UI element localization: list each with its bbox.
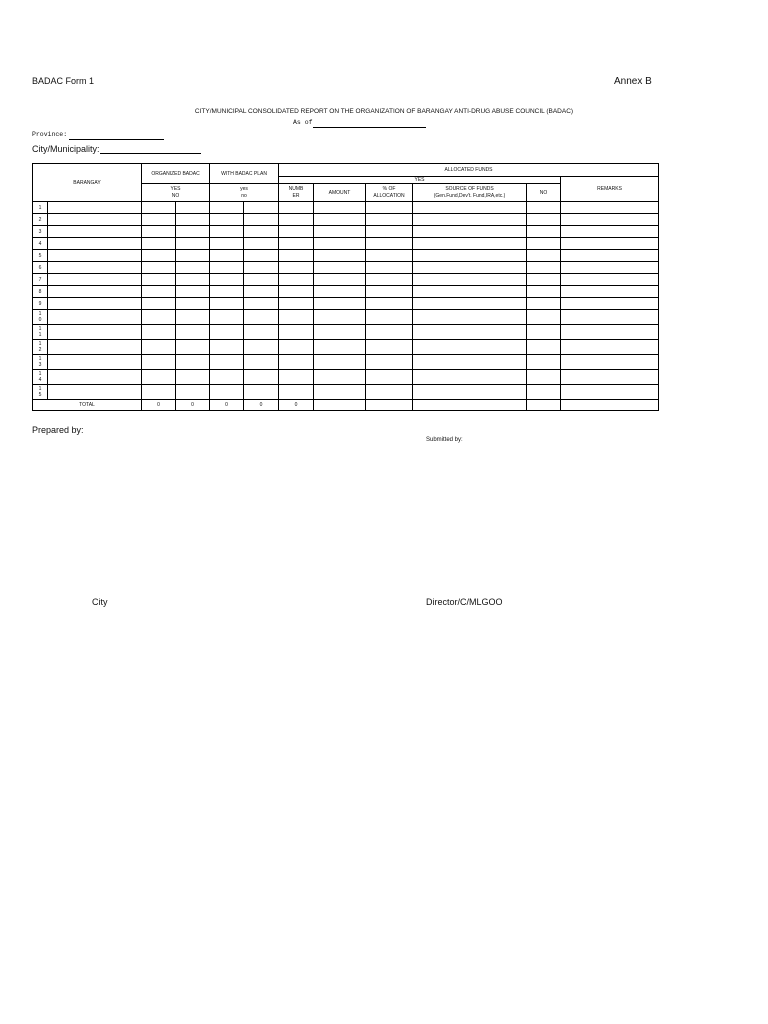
organized-no: NO	[171, 192, 180, 199]
source-cell[interactable]	[413, 250, 527, 262]
amount-cell[interactable]	[314, 214, 366, 226]
row-number: 1 4	[33, 370, 48, 385]
amount-cell[interactable]	[314, 355, 366, 370]
row-number: 1 3	[33, 355, 48, 370]
prepared-by-label: Prepared by:	[32, 425, 84, 435]
number-cell[interactable]	[279, 370, 314, 385]
badac-plan-header: WITH BADAC PLAN	[210, 164, 279, 184]
no-funds-cell[interactable]	[527, 202, 561, 214]
plan-yes-cell[interactable]	[210, 226, 244, 238]
organized-yes-cell[interactable]	[142, 226, 176, 238]
remarks-cell[interactable]	[561, 238, 659, 250]
percent-cell[interactable]	[366, 355, 413, 370]
plan-no-cell[interactable]	[244, 226, 279, 238]
barangay-name-cell[interactable]	[48, 325, 142, 340]
barangay-name-cell[interactable]	[48, 286, 142, 298]
total-organized-no: 0	[176, 400, 210, 411]
organized-badac-header: ORGANIZED BADAC	[142, 164, 210, 184]
city-label: City/Municipality:	[32, 144, 100, 154]
percent-cell[interactable]	[366, 385, 413, 400]
remarks-cell[interactable]	[561, 286, 659, 298]
amount-cell[interactable]	[314, 274, 366, 286]
row-number: 1 2	[33, 340, 48, 355]
signatory-city: City	[92, 597, 108, 607]
number-cell[interactable]	[279, 286, 314, 298]
source-cell[interactable]	[413, 286, 527, 298]
organized-yes-cell[interactable]	[142, 202, 176, 214]
organized-yes-no-header	[142, 184, 210, 202]
number-header-line1: NUMB	[288, 185, 304, 192]
badac-report-table	[32, 163, 659, 411]
organized-no-cell[interactable]	[176, 298, 210, 310]
number-header	[279, 184, 314, 202]
total-number: 0	[279, 400, 314, 411]
total-plan-yes: 0	[210, 400, 244, 411]
organized-yes-cell[interactable]	[142, 310, 176, 325]
source-cell[interactable]	[413, 214, 527, 226]
number-cell[interactable]	[279, 226, 314, 238]
total-remarks	[561, 400, 659, 411]
barangay-name-cell[interactable]	[48, 250, 142, 262]
table-row	[33, 370, 659, 385]
remarks-cell[interactable]	[561, 298, 659, 310]
source-cell[interactable]	[413, 274, 527, 286]
source-cell[interactable]	[413, 226, 527, 238]
amount-cell[interactable]	[314, 310, 366, 325]
signatory-director: Director/C/MLGOO	[426, 597, 503, 607]
remarks-cell[interactable]	[561, 310, 659, 325]
no-funds-cell[interactable]	[527, 238, 561, 250]
plan-no: no	[241, 192, 247, 199]
plan-no-cell[interactable]	[244, 310, 279, 325]
plan-yes-cell[interactable]	[210, 202, 244, 214]
plan-yes: yes	[240, 185, 248, 192]
no-funds-cell[interactable]	[527, 274, 561, 286]
source-of-funds-header	[413, 184, 527, 202]
remarks-cell[interactable]	[561, 250, 659, 262]
barangay-name-cell[interactable]	[48, 238, 142, 250]
plan-no-cell[interactable]	[244, 355, 279, 370]
organized-yes-cell[interactable]	[142, 214, 176, 226]
amount-cell[interactable]	[314, 340, 366, 355]
percent-cell[interactable]	[366, 370, 413, 385]
remarks-cell[interactable]	[561, 262, 659, 274]
source-cell[interactable]	[413, 385, 527, 400]
plan-no-cell[interactable]	[244, 238, 279, 250]
no-funds-cell[interactable]	[527, 310, 561, 325]
table-row	[33, 385, 659, 400]
form-label: BADAC Form 1	[32, 76, 95, 86]
table-row	[33, 214, 659, 226]
no-funds-cell[interactable]	[527, 286, 561, 298]
organized-yes-cell[interactable]	[142, 286, 176, 298]
amount-cell[interactable]	[314, 385, 366, 400]
amount-cell[interactable]	[314, 250, 366, 262]
percent-header-line2: ALLOCATION	[373, 192, 405, 199]
row-number: 1 0	[33, 310, 48, 325]
plan-yes-cell[interactable]	[210, 355, 244, 370]
percent-cell[interactable]	[366, 274, 413, 286]
table-row	[33, 238, 659, 250]
organized-yes-cell[interactable]	[142, 298, 176, 310]
organized-yes-cell[interactable]	[142, 250, 176, 262]
plan-yes-cell[interactable]	[210, 370, 244, 385]
row-number: 2	[33, 214, 48, 226]
city-field[interactable]	[100, 153, 201, 154]
row-number: 9	[33, 298, 48, 310]
submitted-by-label: Submitted by:	[426, 437, 463, 443]
amount-cell[interactable]	[314, 325, 366, 340]
row-number: 7	[33, 274, 48, 286]
amount-cell[interactable]	[314, 226, 366, 238]
plan-no-cell[interactable]	[244, 298, 279, 310]
annex-label: Annex B	[614, 76, 652, 87]
total-no	[527, 400, 561, 411]
percent-cell[interactable]	[366, 298, 413, 310]
row-number: 1 5	[33, 385, 48, 400]
organized-yes-cell[interactable]	[142, 340, 176, 355]
number-cell[interactable]	[279, 238, 314, 250]
barangay-header: BARANGAY	[33, 164, 142, 202]
allocated-yes-header: YES	[279, 177, 561, 184]
percent-cell[interactable]	[366, 214, 413, 226]
plan-yes-cell[interactable]	[210, 325, 244, 340]
report-title: CITY/MUNICIPAL CONSOLIDATED REPORT ON THE ORGANIZATION OF BARANGAY ANTI-DRUG ABUSE COUNCIL (BADAC)	[194, 108, 574, 115]
table-row	[33, 286, 659, 298]
no-funds-cell[interactable]	[527, 262, 561, 274]
barangay-name-cell[interactable]	[48, 226, 142, 238]
plan-no-cell[interactable]	[244, 286, 279, 298]
plan-no-cell[interactable]	[244, 214, 279, 226]
remarks-cell[interactable]	[561, 274, 659, 286]
row-number: 5	[33, 250, 48, 262]
barangay-name-cell[interactable]	[48, 310, 142, 325]
row-number: 1	[33, 202, 48, 214]
organized-yes-cell[interactable]	[142, 274, 176, 286]
remarks-cell[interactable]	[561, 325, 659, 340]
number-cell[interactable]	[279, 310, 314, 325]
total-amount	[314, 400, 366, 411]
source-cell[interactable]	[413, 298, 527, 310]
organized-no-cell[interactable]	[176, 370, 210, 385]
plan-yes-cell[interactable]	[210, 298, 244, 310]
amount-cell[interactable]	[314, 286, 366, 298]
plan-yes-cell[interactable]	[210, 238, 244, 250]
plan-no-cell[interactable]	[244, 370, 279, 385]
number-cell[interactable]	[279, 214, 314, 226]
no-funds-header: NO	[527, 184, 561, 202]
no-funds-cell[interactable]	[527, 385, 561, 400]
barangay-name-cell[interactable]	[48, 340, 142, 355]
barangay-name-cell[interactable]	[48, 298, 142, 310]
plan-no-cell[interactable]	[244, 274, 279, 286]
province-label: Province:	[32, 131, 68, 138]
plan-yes-cell[interactable]	[210, 274, 244, 286]
as-of-label: As of	[293, 119, 313, 126]
plan-yes-cell[interactable]	[210, 286, 244, 298]
table-row	[33, 310, 659, 325]
plan-yes-cell[interactable]	[210, 214, 244, 226]
organized-no-cell[interactable]	[176, 325, 210, 340]
organized-no-cell[interactable]	[176, 310, 210, 325]
amount-cell[interactable]	[314, 370, 366, 385]
total-label: TOTAL	[33, 400, 142, 411]
percent-cell[interactable]	[366, 238, 413, 250]
percent-cell[interactable]	[366, 202, 413, 214]
organized-no-cell[interactable]	[176, 250, 210, 262]
remarks-cell[interactable]	[561, 226, 659, 238]
source-cell[interactable]	[413, 310, 527, 325]
remarks-header: REMARKS	[561, 177, 659, 202]
plan-yes-cell[interactable]	[210, 262, 244, 274]
plan-yes-cell[interactable]	[210, 310, 244, 325]
source-cell[interactable]	[413, 355, 527, 370]
row-number: 3	[33, 226, 48, 238]
number-cell[interactable]	[279, 385, 314, 400]
no-funds-cell[interactable]	[527, 226, 561, 238]
barangay-name-cell[interactable]	[48, 214, 142, 226]
organized-yes-cell[interactable]	[142, 238, 176, 250]
no-funds-cell[interactable]	[527, 250, 561, 262]
organized-no-cell[interactable]	[176, 238, 210, 250]
organized-no-cell[interactable]	[176, 355, 210, 370]
organized-no-cell[interactable]	[176, 226, 210, 238]
table-row	[33, 250, 659, 262]
plan-no-cell[interactable]	[244, 202, 279, 214]
row-number: 1 1	[33, 325, 48, 340]
number-header-line2: ER	[292, 192, 300, 199]
organized-no-cell[interactable]	[176, 202, 210, 214]
number-cell[interactable]	[279, 298, 314, 310]
organized-no-cell[interactable]	[176, 385, 210, 400]
total-plan-no: 0	[244, 400, 279, 411]
source-cell[interactable]	[413, 238, 527, 250]
barangay-name-cell[interactable]	[48, 202, 142, 214]
plan-no-cell[interactable]	[244, 385, 279, 400]
plan-yes-cell[interactable]	[210, 385, 244, 400]
plan-no-cell[interactable]	[244, 262, 279, 274]
no-funds-cell[interactable]	[527, 340, 561, 355]
amount-cell[interactable]	[314, 298, 366, 310]
no-funds-cell[interactable]	[527, 355, 561, 370]
barangay-name-cell[interactable]	[48, 262, 142, 274]
organized-yes-cell[interactable]	[142, 370, 176, 385]
organized-yes: YES	[170, 185, 181, 192]
organized-no-cell[interactable]	[176, 340, 210, 355]
organized-no-cell[interactable]	[176, 286, 210, 298]
plan-no-cell[interactable]	[244, 250, 279, 262]
source-cell[interactable]	[413, 340, 527, 355]
no-funds-cell[interactable]	[527, 325, 561, 340]
percent-cell[interactable]	[366, 310, 413, 325]
no-funds-cell[interactable]	[527, 298, 561, 310]
amount-cell[interactable]	[314, 202, 366, 214]
row-number: 6	[33, 262, 48, 274]
plan-no-cell[interactable]	[244, 325, 279, 340]
total-organized-yes: 0	[142, 400, 176, 411]
table-row	[33, 298, 659, 310]
organized-no-cell[interactable]	[176, 262, 210, 274]
source-header-line1: SOURCE OF FUNDS	[445, 185, 494, 192]
row-number: 8	[33, 286, 48, 298]
province-field[interactable]	[69, 139, 164, 140]
number-cell[interactable]	[279, 202, 314, 214]
remarks-cell[interactable]	[561, 370, 659, 385]
remarks-cell[interactable]	[561, 214, 659, 226]
organized-yes-cell[interactable]	[142, 385, 176, 400]
table-row	[33, 202, 659, 214]
remarks-cell[interactable]	[561, 340, 659, 355]
no-funds-cell[interactable]	[527, 370, 561, 385]
percent-cell[interactable]	[366, 325, 413, 340]
source-cell[interactable]	[413, 202, 527, 214]
number-cell[interactable]	[279, 274, 314, 286]
remarks-cell[interactable]	[561, 385, 659, 400]
organized-yes-cell[interactable]	[142, 325, 176, 340]
barangay-name-cell[interactable]	[48, 355, 142, 370]
percent-cell[interactable]	[366, 250, 413, 262]
source-header-line2: (Gen.Fund,Dev't. Fund,IRA,etc.)	[433, 192, 506, 199]
organized-no-cell[interactable]	[176, 274, 210, 286]
organized-no-cell[interactable]	[176, 214, 210, 226]
percent-cell[interactable]	[366, 340, 413, 355]
plan-yes-cell[interactable]	[210, 340, 244, 355]
table-row	[33, 262, 659, 274]
table-row	[33, 355, 659, 370]
row-number: 4	[33, 238, 48, 250]
number-cell[interactable]	[279, 250, 314, 262]
barangay-name-cell[interactable]	[48, 385, 142, 400]
remarks-cell[interactable]	[561, 202, 659, 214]
amount-cell[interactable]	[314, 238, 366, 250]
source-cell[interactable]	[413, 325, 527, 340]
percent-cell[interactable]	[366, 226, 413, 238]
total-percent	[366, 400, 413, 411]
allocated-funds-header: ALLOCATED FUNDS	[279, 164, 659, 177]
number-cell[interactable]	[279, 325, 314, 340]
table-row	[33, 274, 659, 286]
percent-header-line1: % OF	[382, 185, 396, 192]
amount-header: AMOUNT	[314, 184, 366, 202]
organized-yes-cell[interactable]	[142, 262, 176, 274]
remarks-cell[interactable]	[561, 355, 659, 370]
no-funds-cell[interactable]	[527, 214, 561, 226]
plan-yes-cell[interactable]	[210, 250, 244, 262]
as-of-field[interactable]	[313, 127, 426, 128]
percent-cell[interactable]	[366, 262, 413, 274]
organized-yes-cell[interactable]	[142, 355, 176, 370]
barangay-name-cell[interactable]	[48, 370, 142, 385]
number-cell[interactable]	[279, 340, 314, 355]
percent-cell[interactable]	[366, 286, 413, 298]
table-row	[33, 340, 659, 355]
amount-cell[interactable]	[314, 262, 366, 274]
percent-allocation-header	[366, 184, 413, 202]
plan-no-cell[interactable]	[244, 340, 279, 355]
total-source	[413, 400, 527, 411]
table-row	[33, 226, 659, 238]
number-cell[interactable]	[279, 262, 314, 274]
table-row	[33, 325, 659, 340]
source-cell[interactable]	[413, 262, 527, 274]
number-cell[interactable]	[279, 355, 314, 370]
barangay-name-cell[interactable]	[48, 274, 142, 286]
plan-yes-no-header	[210, 184, 279, 202]
source-cell[interactable]	[413, 370, 527, 385]
